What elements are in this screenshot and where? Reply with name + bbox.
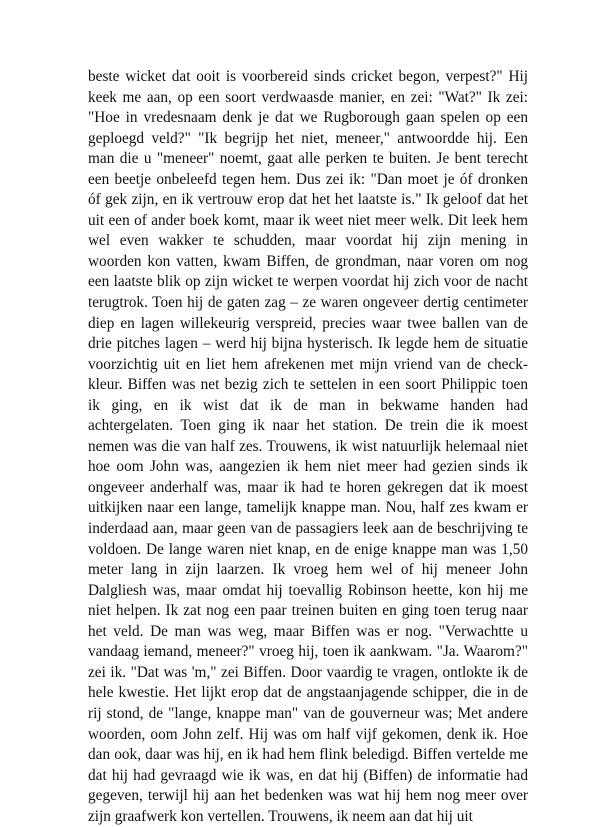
text-line: voldoen. De lange waren niet knap, en de enige knappe man was 1,50 <box>88 540 528 558</box>
text-line: drie pitches lagen – werd hij bijna hysterisch. Ik legde hem de situatie <box>88 335 528 353</box>
text-line: beste wicket dat ooit is voorbereid sinds cricket begon, verpest?" Hij <box>88 68 528 85</box>
document-page <box>88 67 528 827</box>
text-line: óf gek zijn, en ik vertrouw erop dat het het laatste is." Ik geloof dat het <box>88 191 528 209</box>
text-line: Dalgliesh was, maar omdat hij toevallig Robinson heette, kon hij me <box>88 581 528 599</box>
text-line: uitkijken naar een lange, tamelijk knappe man. Nou, half zes kwam er <box>88 499 528 517</box>
text-line: achtergelaten. Toen ging ik naar het station. De trein die ik moest <box>88 417 528 435</box>
text-line: inderdaad aan, maar geen van de passagiers leek aan de beschrijving te <box>88 520 528 538</box>
text-line: nemen was die van half zes. Trouwens, ik wist natuurlijk helemaal niet <box>88 437 528 455</box>
text-line: een laatste blik op zijn wicket te werpen voordat hij zich voor de nacht <box>88 273 528 291</box>
text-line: "Hoe in vredesnaam denk je dat we Rugborough gaan spelen op een <box>88 109 528 127</box>
text-line: uit een of ander boek komt, maar ik weet niet meer welk. Dit leek hem <box>88 211 528 229</box>
text-line: keek me aan, op een soort verdwaasde manier, en zei: "Wat?" Ik zei: <box>88 88 528 106</box>
text-line: een beetje onbeleefd tegen hem. Dus zei ik: "Dan moet je óf dronken <box>88 170 528 188</box>
text-line: woorden kon vatten, kwam Biffen, de grondman, naar voren om nog <box>88 252 528 270</box>
text-line: dan ook, daar was hij, en ik had hem flink beledigd. Biffen vertelde me <box>88 746 528 764</box>
text-line: diep en lagen willekeurig verspreid, precies waar twee ballen van de <box>88 314 528 332</box>
text-line: kleur. Biffen was net bezig zich te settelen in een soort Philippic toen <box>88 376 528 394</box>
text-line: woorden, oom John zelf. Hij was om half vijf gekomen, denk ik. Hoe <box>88 725 528 743</box>
text-line: ik ging, en ik wist dat ik de man in bekwame handen had <box>88 396 528 414</box>
text-line: rij stond, de "lange, knappe man" van de gouverneur was; Met andere <box>88 704 528 722</box>
text-line: geploegd veld?" "Ik begrijp het niet, meneer," antwoordde hij. Een <box>88 129 528 147</box>
text-line: dat hij had gevraagd wie ik was, en dat hij (Biffen) de informatie had <box>88 766 528 784</box>
text-line: hoe oom John was, aangezien ik hem niet meer had gezien sinds ik <box>88 458 528 476</box>
text-line: hele kwestie. Het lijkt erop dat de angstaanjagende schipper, die in de <box>88 684 528 702</box>
text-line: ongeveer anderhalf was, maar ik had te horen gekregen dat ik moest <box>88 478 528 496</box>
text-line: zijn graafwerk kon vertellen. Trouwens, ik neem aan dat hij uit <box>88 807 473 825</box>
text-line: man die u "meneer" noemt, gaat alle perken te buiten. Je bent terecht <box>88 150 528 168</box>
text-line: voorzichtig uit en liet hem afrekenen met mijn vriend van de check- <box>88 355 528 373</box>
text-line: wel even wakker te schudden, maar voordat hij zijn mening in <box>88 232 528 250</box>
text-line: terugtrok. Toen hij de gaten zag – ze waren ongeveer dertig centimeter <box>88 294 528 312</box>
text-line: niet helpen. Ik zat nog een paar treinen buiten en ging toen terug naar <box>88 602 528 620</box>
text-line: meter lang in zijn laarzen. Ik vroeg hem wel of hij meneer John <box>88 561 528 579</box>
text-line: gegeven, terwijl hij aan het bedenken was wat hij hem nog meer over <box>88 787 528 805</box>
text-line: vandaag iemand, meneer?" vroeg hij, toen ik aankwam. "Ja. Waarom?" <box>88 643 528 661</box>
text-line: het veld. De man was weg, maar Biffen was er nog. "Verwachtte u <box>88 622 528 640</box>
text-line: zei ik. "Dat was 'm," zei Biffen. Door vaardig te vragen, ontlokte ik de <box>88 663 528 681</box>
